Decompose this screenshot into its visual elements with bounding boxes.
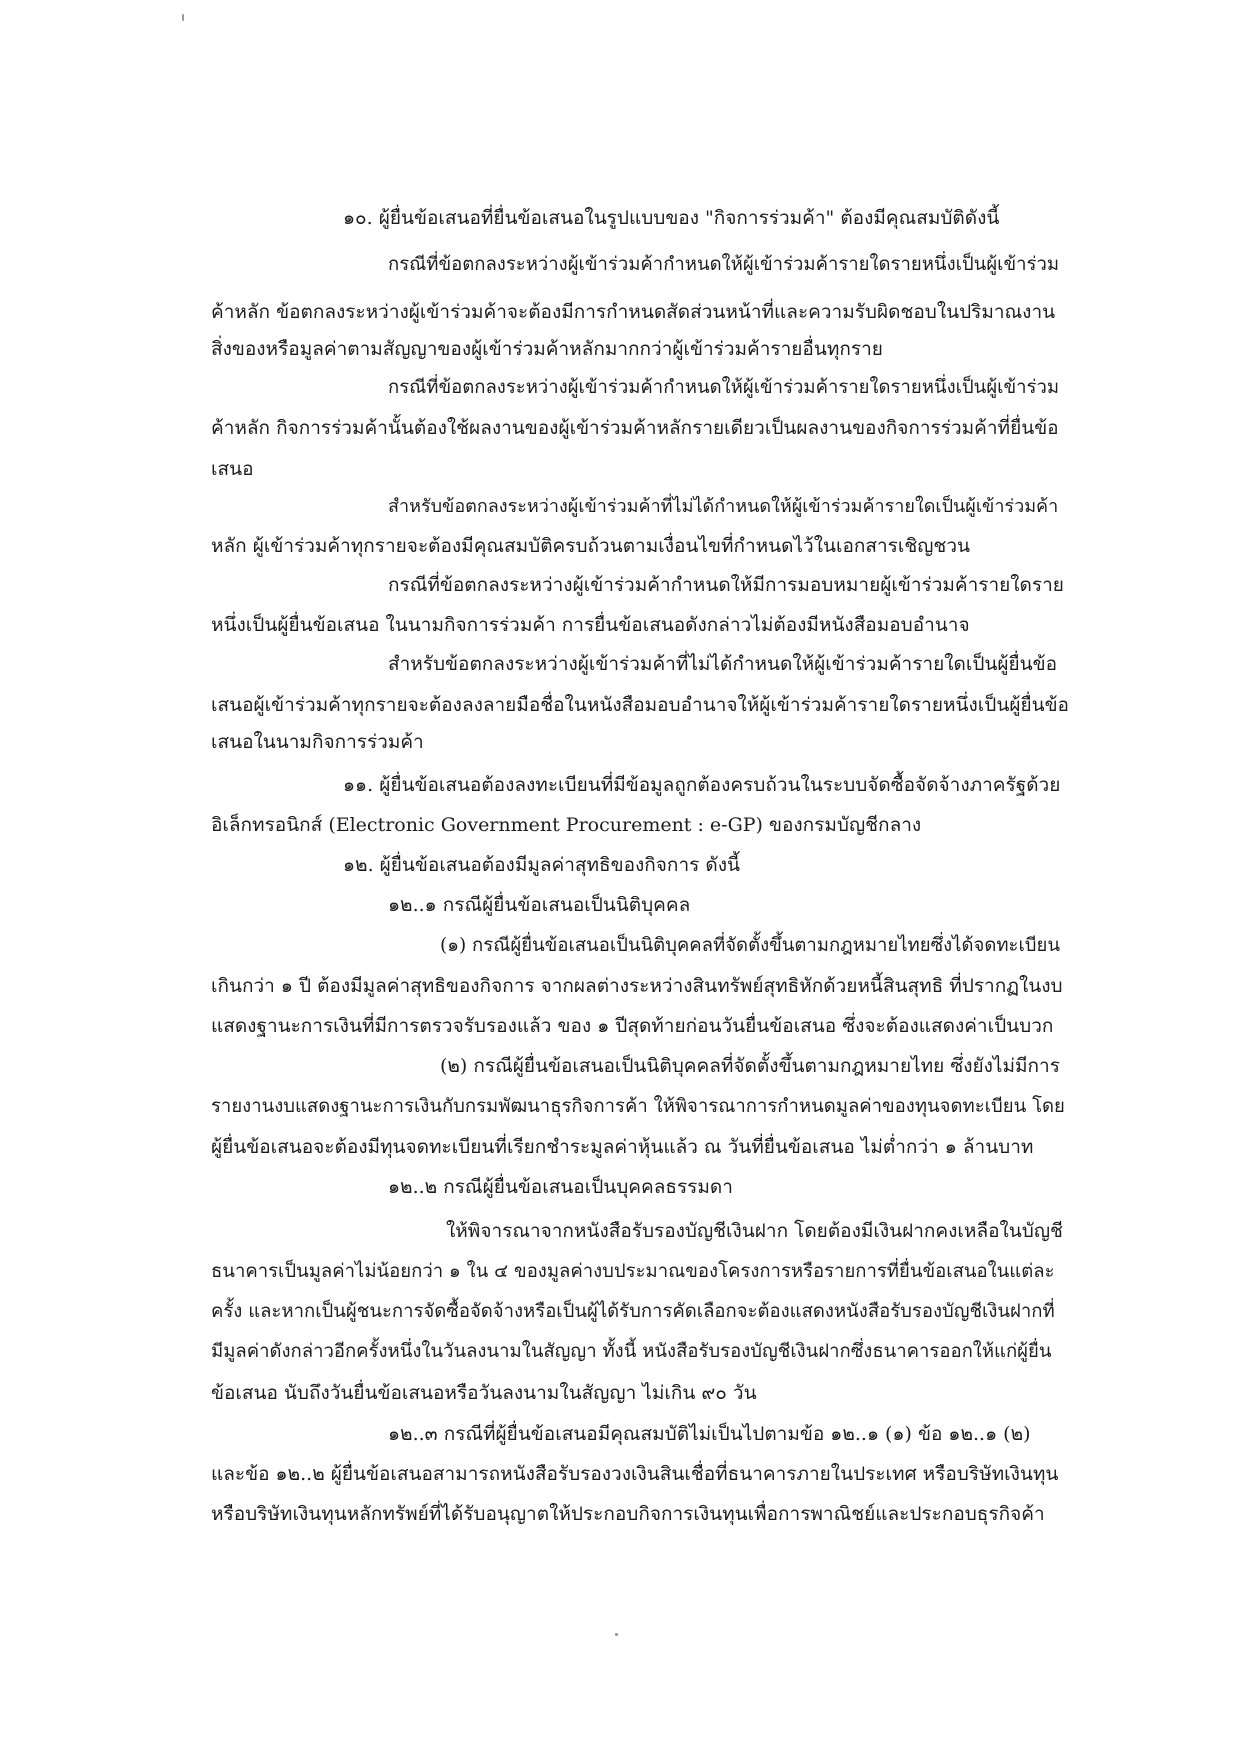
text-line: ค้าหลัก ข้อตกลงระหว่างผู้เข้าร่วมค้าจะต้องมีการกำหนดสัดส่วนหน้าที่และความรับผิดชอบในปริมาณงาน: [211, 301, 1056, 323]
scan-speck: [182, 14, 184, 21]
text-line: แสดงฐานะการเงินที่มีการตรวจรับรองแล้ว ของ ๑ ปีสุดท้ายก่อนวันยื่นข้อเสนอ ซึ่งจะต้องแสดงค่าเป็นบวก: [211, 1015, 1054, 1037]
text-line: หลัก ผู้เข้าร่วมค้าทุกรายจะต้องมีคุณสมบัติครบถ้วนตามเงื่อนไขที่กำหนดไว้ในเอกสารเชิญชวน: [211, 535, 970, 557]
text-line: สำหรับข้อตกลงระหว่างผู้เข้าร่วมค้าที่ไม่ได้กำหนดให้ผู้เข้าร่วมค้ารายใดเป็นผู้ยื่นข้อ: [388, 653, 1058, 675]
text-line: ผู้ยื่นข้อเสนอจะต้องมีทุนจดทะเบียนที่เรียกชำระมูลค่าหุ้นแล้ว ณ วันที่ยื่นข้อเสนอ ไม่ต่ำกว่า ๑ ล้านบาท: [211, 1136, 1034, 1158]
text-line: ให้พิจารณาจากหนังสือรับรองบัญชีเงินฝาก โดยต้องมีเงินฝากคงเหลือในบัญชี: [446, 1220, 1063, 1242]
text-line: (๒) กรณีผู้ยื่นข้อเสนอเป็นนิติบุคคลที่จัดตั้งขึ้นตามกฎหมายไทย ซึ่งยังไม่มีการ: [440, 1055, 1060, 1077]
scan-speck: [615, 1633, 618, 1636]
text-line: (๑) กรณีผู้ยื่นข้อเสนอเป็นนิติบุคคลที่จัดตั้งขึ้นตามกฎหมายไทยซึ่งได้จดทะเบียน: [440, 935, 1061, 956]
text-line: ค้าหลัก กิจการร่วมค้านั้นต้องใช้ผลงานของผู้เข้าร่วมค้าหลักรายเดียวเป็นผลงานของกิจการร่วมค้าที่ยื่นข้อ: [211, 417, 1059, 439]
text-line: เสนอ: [211, 458, 254, 480]
text-line: ๑๒..๒ กรณีผู้ยื่นข้อเสนอเป็นบุคคลธรรมดา: [388, 1176, 733, 1198]
text-line: เกินกว่า ๑ ปี ต้องมีมูลค่าสุทธิของกิจการ จากผลต่างระหว่างสินทรัพย์สุทธิหักด้วยหนี้สินสุทธิ ที่ปรากฏในงบ: [211, 975, 1063, 997]
text-line: ๑๒..๑ กรณีผู้ยื่นข้อเสนอเป็นนิติบุคคล: [388, 894, 691, 916]
text-line: รายงานงบแสดงฐานะการเงินกับกรมพัฒนาธุรกิจการค้า ให้พิจารณาการกำหนดมูลค่าของทุนจดทะเบียน โดย: [211, 1096, 1065, 1117]
text-line: และข้อ ๑๒..๒ ผู้ยื่นข้อเสนอสามารถหนังสือรับรองวงเงินสินเชื่อที่ธนาคารภายในประเทศ หรือบริษัทเงินทุน: [211, 1463, 1059, 1485]
text-line: หนึ่งเป็นผู้ยื่นข้อเสนอ ในนามกิจการร่วมค้า การยื่นข้อเสนอดังกล่าวไม่ต้องมีหนังสือมอบอำนาจ: [211, 614, 970, 636]
text-line: ๑๒..๓ กรณีที่ผู้ยื่นข้อเสนอมีคุณสมบัติไม่เป็นไปตามข้อ ๑๒..๑ (๑) ข้อ ๑๒..๑ (๒): [388, 1423, 1031, 1445]
text-line: เสนอผู้เข้าร่วมค้าทุกรายจะต้องลงลายมือชื่อในหนังสือมอบอำนาจให้ผู้เข้าร่วมค้ารายใดรายหนึ่งเป็นผู้ยื่นข้อ: [211, 694, 1069, 716]
text-line: อิเล็กทรอนิกส์ (Electronic Government Procurement : e-GP) ของกรมบัญชีกลาง: [211, 814, 922, 836]
text-line: ๑๒. ผู้ยื่นข้อเสนอต้องมีมูลค่าสุทธิของกิจการ ดังนี้: [343, 854, 740, 876]
text-line: สิ่งของหรือมูลค่าตามสัญญาของผู้เข้าร่วมค้าหลักมากกว่าผู้เข้าร่วมค้ารายอื่นทุกราย: [211, 338, 883, 360]
text-line: มีมูลค่าดังกล่าวอีกครั้งหนึ่งในวันลงนามในสัญญา ทั้งนี้ หนังสือรับรองบัญชีเงินฝากซึ่งธนาคารออกให้แก่ผู้ยื่น: [211, 1341, 1052, 1362]
text-line: ธนาคารเป็นมูลค่าไม่น้อยกว่า ๑ ใน ๔ ของมูลค่างบประมาณของโครงการหรือรายการที่ยื่นข้อเสนอในแต่ละ: [211, 1261, 1055, 1282]
text-line: ๑๐. ผู้ยื่นข้อเสนอที่ยื่นข้อเสนอในรูปแบบของ "กิจการร่วมค้า" ต้องมีคุณสมบัติดังนี้: [343, 207, 1000, 229]
text-line: ครั้ง และหากเป็นผู้ชนะการจัดซื้อจัดจ้างหรือเป็นผู้ได้รับการคัดเลือกจะต้องแสดงหนังสือรับรองบัญชีเงินฝากที่: [211, 1301, 1055, 1322]
text-line: ข้อเสนอ นับถึงวันยื่นข้อเสนอหรือวันลงนามในสัญญา ไม่เกิน ๙๐ วัน: [211, 1382, 757, 1404]
text-line: กรณีที่ข้อตกลงระหว่างผู้เข้าร่วมค้ากำหนดให้มีการมอบหมายผู้เข้าร่วมค้ารายใดราย: [388, 574, 1064, 596]
text-line: หรือบริษัทเงินทุนหลักทรัพย์ที่ได้รับอนุญาตให้ประกอบกิจการเงินทุนเพื่อการพาณิชย์และประกอบธุรกิจค้า: [211, 1503, 1045, 1525]
text-line: ๑๑. ผู้ยื่นข้อเสนอต้องลงทะเบียนที่มีข้อมูลถูกต้องครบถ้วนในระบบจัดซื้อจัดจ้างภาครัฐด้วย: [343, 774, 1061, 796]
text-line: กรณีที่ข้อตกลงระหว่างผู้เข้าร่วมค้ากำหนดให้ผู้เข้าร่วมค้ารายใดรายหนึ่งเป็นผู้เข้าร่วม: [388, 254, 1060, 275]
text-line: เสนอในนามกิจการร่วมค้า: [211, 731, 424, 753]
text-line: สำหรับข้อตกลงระหว่างผู้เข้าร่วมค้าที่ไม่ได้กำหนดให้ผู้เข้าร่วมค้ารายใดเป็นผู้เข้าร่วมค้า: [388, 496, 1059, 517]
text-line: กรณีที่ข้อตกลงระหว่างผู้เข้าร่วมค้ากำหนดให้ผู้เข้าร่วมค้ารายใดรายหนึ่งเป็นผู้เข้าร่วม: [388, 377, 1060, 398]
